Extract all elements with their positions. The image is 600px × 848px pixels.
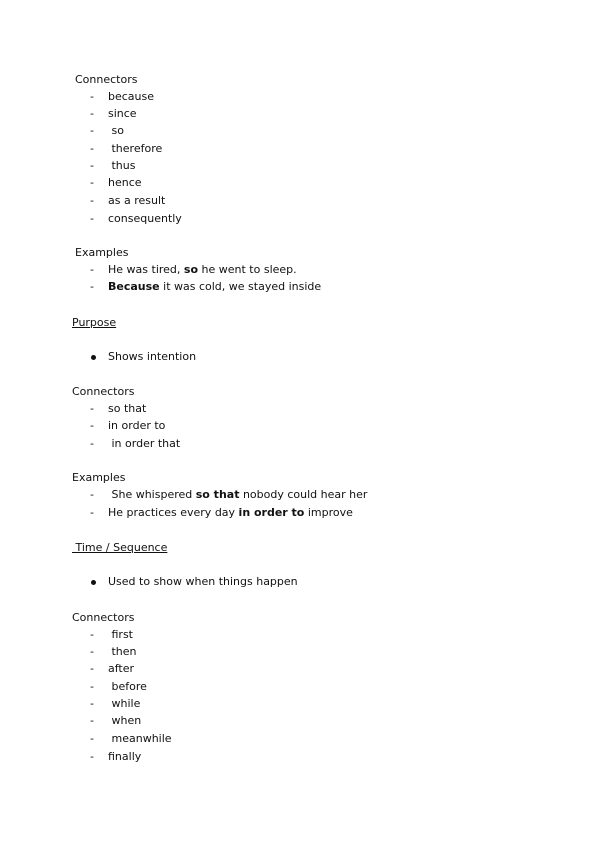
list-dash: - <box>90 662 94 675</box>
list-dash: - <box>90 628 94 641</box>
list-item: therefore <box>108 142 163 155</box>
list-dash: - <box>90 506 94 519</box>
example-sentence <box>108 488 367 502</box>
list-item: first <box>108 628 133 641</box>
list-item: while <box>108 697 141 710</box>
list-dash: - <box>90 732 94 745</box>
list-item: meanwhile <box>108 732 172 745</box>
list-item: as a result <box>108 194 166 207</box>
example-text: it was cold, we stayed inside <box>159 280 322 293</box>
list-dash: - <box>90 124 94 137</box>
list-item: so <box>108 124 124 137</box>
list-dash: - <box>90 280 94 293</box>
list-dash: - <box>90 680 94 693</box>
example-connector: so that <box>195 488 240 501</box>
example-sentence <box>108 280 321 294</box>
list-item: consequently <box>108 212 182 225</box>
examples-heading: Examples <box>75 246 129 259</box>
bullet-dot-icon <box>91 355 96 360</box>
list-dash: - <box>90 437 94 450</box>
list-item: when <box>108 714 142 727</box>
list-dash: - <box>90 488 94 501</box>
list-dash: - <box>90 714 94 727</box>
example-text: He practices every day <box>108 506 239 519</box>
list-dash: - <box>90 212 94 225</box>
list-item: before <box>108 680 147 693</box>
list-dash: - <box>90 697 94 710</box>
list-dash: - <box>90 107 94 120</box>
example-connector: so <box>183 263 199 276</box>
example-text: He was tired, <box>108 263 184 276</box>
example-connector: Because <box>108 280 160 293</box>
list-dash: - <box>90 263 94 276</box>
list-item: so that <box>108 402 147 415</box>
list-dash: - <box>90 750 94 763</box>
list-dash: - <box>90 176 94 189</box>
example-text: improve <box>304 506 353 519</box>
list-dash: - <box>90 194 94 207</box>
example-text: nobody could hear her <box>239 488 368 501</box>
list-item: hence <box>108 176 142 189</box>
examples-heading: Examples <box>72 471 126 484</box>
list-item: finally <box>108 750 142 763</box>
connectors-heading: Connectors <box>75 73 138 86</box>
list-dash: - <box>90 645 94 658</box>
section-title-time-sequence: Time / Sequence <box>72 541 168 554</box>
list-dash: - <box>90 419 94 432</box>
example-sentence <box>108 263 297 277</box>
section-title-purpose: Purpose <box>72 316 117 329</box>
bullet-item: Used to show when things happen <box>108 575 298 588</box>
list-dash: - <box>90 159 94 172</box>
bullet-dot-icon <box>91 580 96 585</box>
list-item: thus <box>108 159 136 172</box>
list-item: then <box>108 645 137 658</box>
bullet-item: Shows intention <box>108 350 197 363</box>
example-text: he went to sleep. <box>198 263 297 276</box>
list-item: in order that <box>108 437 181 450</box>
example-text: She whispered <box>108 488 196 501</box>
example-connector: in order to <box>238 506 305 519</box>
list-item: since <box>108 107 137 120</box>
list-dash: - <box>90 90 94 103</box>
list-item: after <box>108 662 135 675</box>
list-item: in order to <box>108 419 166 432</box>
connectors-heading: Connectors <box>72 385 135 398</box>
list-dash: - <box>90 402 94 415</box>
list-dash: - <box>90 142 94 155</box>
example-sentence <box>108 506 353 520</box>
connectors-heading: Connectors <box>72 611 135 624</box>
list-item: because <box>108 90 155 103</box>
